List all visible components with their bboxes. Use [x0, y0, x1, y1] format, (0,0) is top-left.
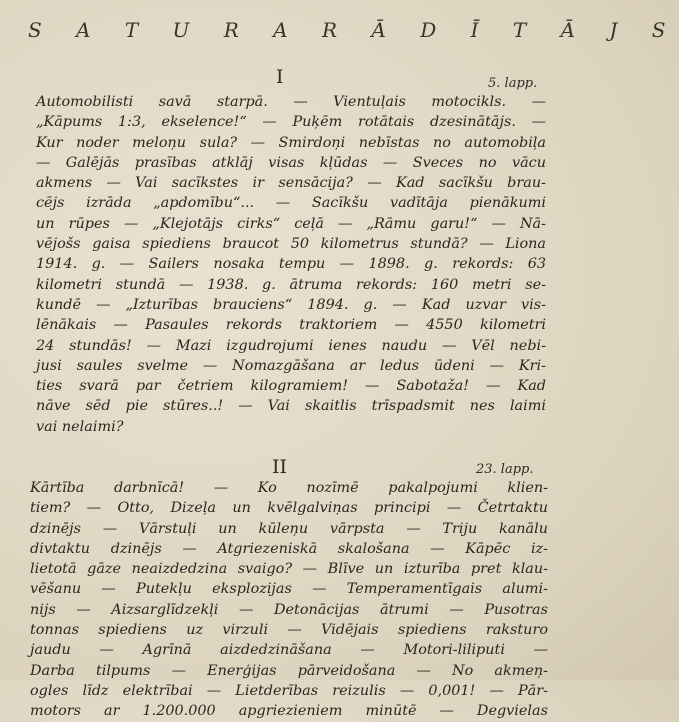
section-page-ref: 5. lapp.	[488, 76, 538, 91]
text-line: un rūpes — „Klejotājs cirks“ ceļā — „Rāmu garu!“ — Nā-	[36, 215, 546, 232]
text-line: vai nelaimi?	[36, 418, 124, 435]
page-title: S A T U R A R Ā D Ī T Ā J S	[28, 18, 679, 42]
section-number: I	[276, 66, 284, 88]
text-line: tiem? — Otto, Dizeļa un kvēlgalviņas principi — Četrtaktu	[30, 500, 548, 517]
section-text	[30, 478, 548, 722]
section-page-ref: 23. lapp.	[476, 462, 534, 477]
text-line: motors ar 1.200.000 apgriezieniem minūtē — Degvielas	[30, 703, 548, 720]
text-line: 24 stundās! — Mazi izgudrojumi ienes naudu — Vēl nebi-	[36, 337, 546, 354]
text-line: Kur noder meloņu sula? — Smirdoņi nebīstas no automobiļa	[36, 134, 546, 151]
text-line: kilometri stundā — 1938. g. ātruma rekords: 160 metri se-	[36, 276, 546, 293]
text-line: lēnākais — Pasaules rekords traktoriem — 4550 kilometri	[36, 317, 546, 334]
text-line: tonnas spiediens uz virzuli — Vidējais spiediens raksturo	[30, 622, 548, 639]
text-line: vēšanu — Putekļu eksplozijas — Temperamentīgais alumi-	[30, 581, 548, 598]
text-line: lietotā gāze neaizdedzina svaigo? — Blīve un izturība pret klau-	[30, 561, 548, 578]
text-line: divtaktu dzinējs — Atgriezeniskā skalošana — Kāpēc iz-	[30, 540, 548, 557]
text-line: nāve sēd pie stūres..! — Vai skaitlis trīspadsmit nes laimi	[36, 398, 546, 415]
text-line: nijs — Aizsarglīdzekļi — Detonācijas ātrumi — Pusotras	[30, 601, 548, 618]
text-line: cējs izrāda „apdomību“... — Sacīkšu vadītāja pienākumi	[36, 195, 546, 212]
text-line: kundē — „Izturības brauciens“ 1894. g. — Kad uzvar vis-	[36, 296, 546, 313]
text-line: vējošs gaisa spiediens braucot 50 kilometrus stundā? — Liona	[36, 236, 546, 253]
section-number: II	[272, 456, 288, 478]
text-line: jaudu — Agrīnā aizdedzināšana — Motori-liliputi —	[30, 642, 548, 659]
text-line: Darba tilpums — Enerģijas pārveidošana — No akmeņ-	[30, 662, 548, 679]
text-line: „Kāpums 1:3, ekselence!“ — Puķēm rotātais dzesinātājs. —	[36, 114, 546, 131]
text-line: Automobilisti savā starpā. — Vientuļais motocikls. —	[36, 94, 546, 110]
text-line: ogles līdz elektrībai — Lietderības reizulis — 0,001! — Pār-	[30, 682, 548, 699]
text-line: — Galējās prasības atklāj visas kļūdas — Sveces no vācu	[36, 154, 546, 171]
text-line: ties svarā par četriem kilogramiem! — Sabotaža! — Kad	[36, 378, 546, 395]
text-line: Kārtība darbnīcā! — Ko nozīmē pakalpojumi klien-	[30, 480, 548, 496]
section-text	[36, 92, 546, 437]
text-line: jusi saules svelme — Nomazgāšana ar ledus ūdeni — Kri-	[36, 357, 546, 374]
text-line: 1914. g. — Sailers nosaka tempu — 1898. g. rekords: 63	[36, 256, 546, 273]
text-line: dzinējs — Vārstuļi un kūleņu vārpsta — Triju kanālu	[30, 520, 548, 537]
text-line: akmens — Vai sacīkstes ir sensācija? — Kad sacīkšu brau-	[36, 175, 546, 192]
